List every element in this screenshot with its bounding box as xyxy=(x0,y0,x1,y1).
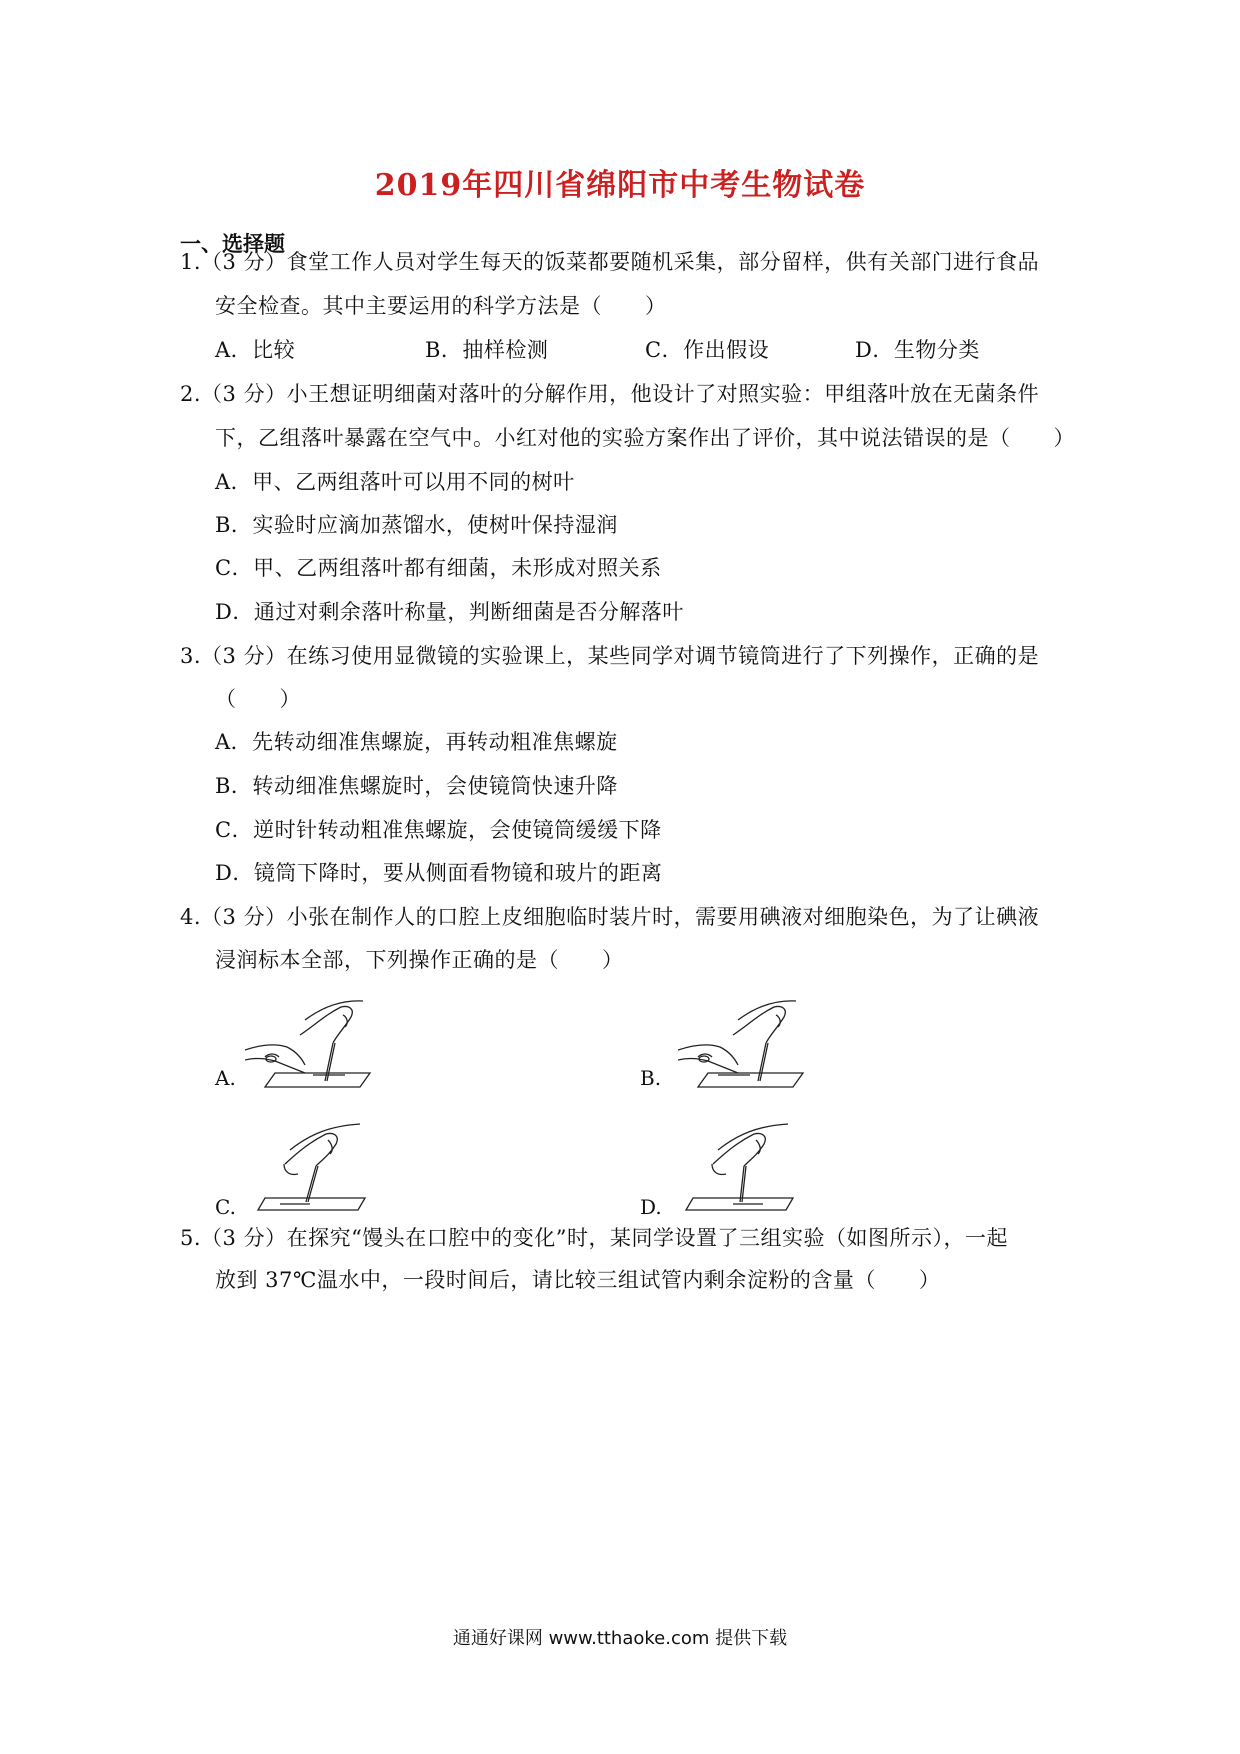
figure-a-pipette-illustration xyxy=(245,995,410,1095)
question-1-option-c: C．作出假设 xyxy=(645,338,770,362)
question-2-option-a: A．甲、乙两组落叶可以用不同的树叶 xyxy=(215,470,575,494)
question-2-line-1: 2.（3 分）小王想证明细菌对落叶的分解作用，他设计了对照实验：甲组落叶放在无菌条件 xyxy=(180,382,1040,406)
question-1-option-b: B．抽样检测 xyxy=(425,338,549,362)
question-3-option-a: A．先转动细准焦螺旋，再转动粗准焦螺旋 xyxy=(215,730,618,754)
figure-b-pipette-illustration xyxy=(678,995,843,1095)
figure-d-dropper-illustration xyxy=(678,1120,818,1220)
question-3-line-1: 3.（3 分）在练习使用显微镜的实验课上，某些同学对调节镜筒进行了下列操作，正确的是 xyxy=(180,644,1040,668)
question-3-option-b: B．转动细准焦螺旋时，会使镜筒快速升降 xyxy=(215,774,618,798)
question-1-option-d: D．生物分类 xyxy=(855,338,980,362)
question-2-option-d: D．通过对剩余落叶称量，判断细菌是否分解落叶 xyxy=(215,600,684,624)
question-4-line-2: 浸润标本全部，下列操作正确的是（ ） xyxy=(215,948,624,972)
question-2-option-c: C．甲、乙两组落叶都有细菌，未形成对照关系 xyxy=(215,556,662,580)
figure-c-dropper-illustration xyxy=(250,1120,390,1220)
question-1-line-2: 安全检查。其中主要运用的科学方法是（ ） xyxy=(215,294,667,318)
question-2-line-2: 下，乙组落叶暴露在空气中。小红对他的实验方案作出了评价，其中说法错误的是（ ） xyxy=(215,426,1075,450)
question-5-line-1: 5.（3 分）在探究“馒头在口腔中的变化”时，某同学设置了三组实验（如图所示），一起 xyxy=(180,1226,1009,1250)
page-footer: 通通好课网 www.tthaoke.com 提供下载 xyxy=(452,1628,788,1649)
question-3-option-c: C．逆时针转动粗准焦螺旋，会使镜筒缓缓下降 xyxy=(215,818,662,842)
question-3-option-d: D．镜筒下降时，要从侧面看物镜和玻片的距离 xyxy=(215,861,663,885)
figure-c-label: C. xyxy=(215,1195,236,1219)
question-2-option-b: B．实验时应滴加蒸馏水，使树叶保持湿润 xyxy=(215,513,618,537)
question-1-line-1: 1.（3 分）食堂工作人员对学生每天的饭菜都要随机采集，部分留样，供有关部门进行食品 xyxy=(180,250,1040,274)
question-4-line-1: 4.（3 分）小张在制作人的口腔上皮细胞临时装片时，需要用碘液对细胞染色，为了让碘液 xyxy=(180,905,1040,929)
page-title: 2019年四川省绵阳市中考生物试卷 xyxy=(374,168,866,203)
question-1-option-a: A．比较 xyxy=(215,338,296,362)
figure-d-label: D. xyxy=(640,1195,662,1219)
figure-b-label: B. xyxy=(640,1066,662,1090)
figure-a-label: A. xyxy=(215,1066,236,1090)
question-5-line-2: 放到 37℃温水中，一段时间后，请比较三组试管内剩余淀粉的含量（ ） xyxy=(215,1268,941,1292)
section-heading: 一、选择题 xyxy=(180,231,285,256)
question-3-line-2: （ ） xyxy=(215,687,301,711)
